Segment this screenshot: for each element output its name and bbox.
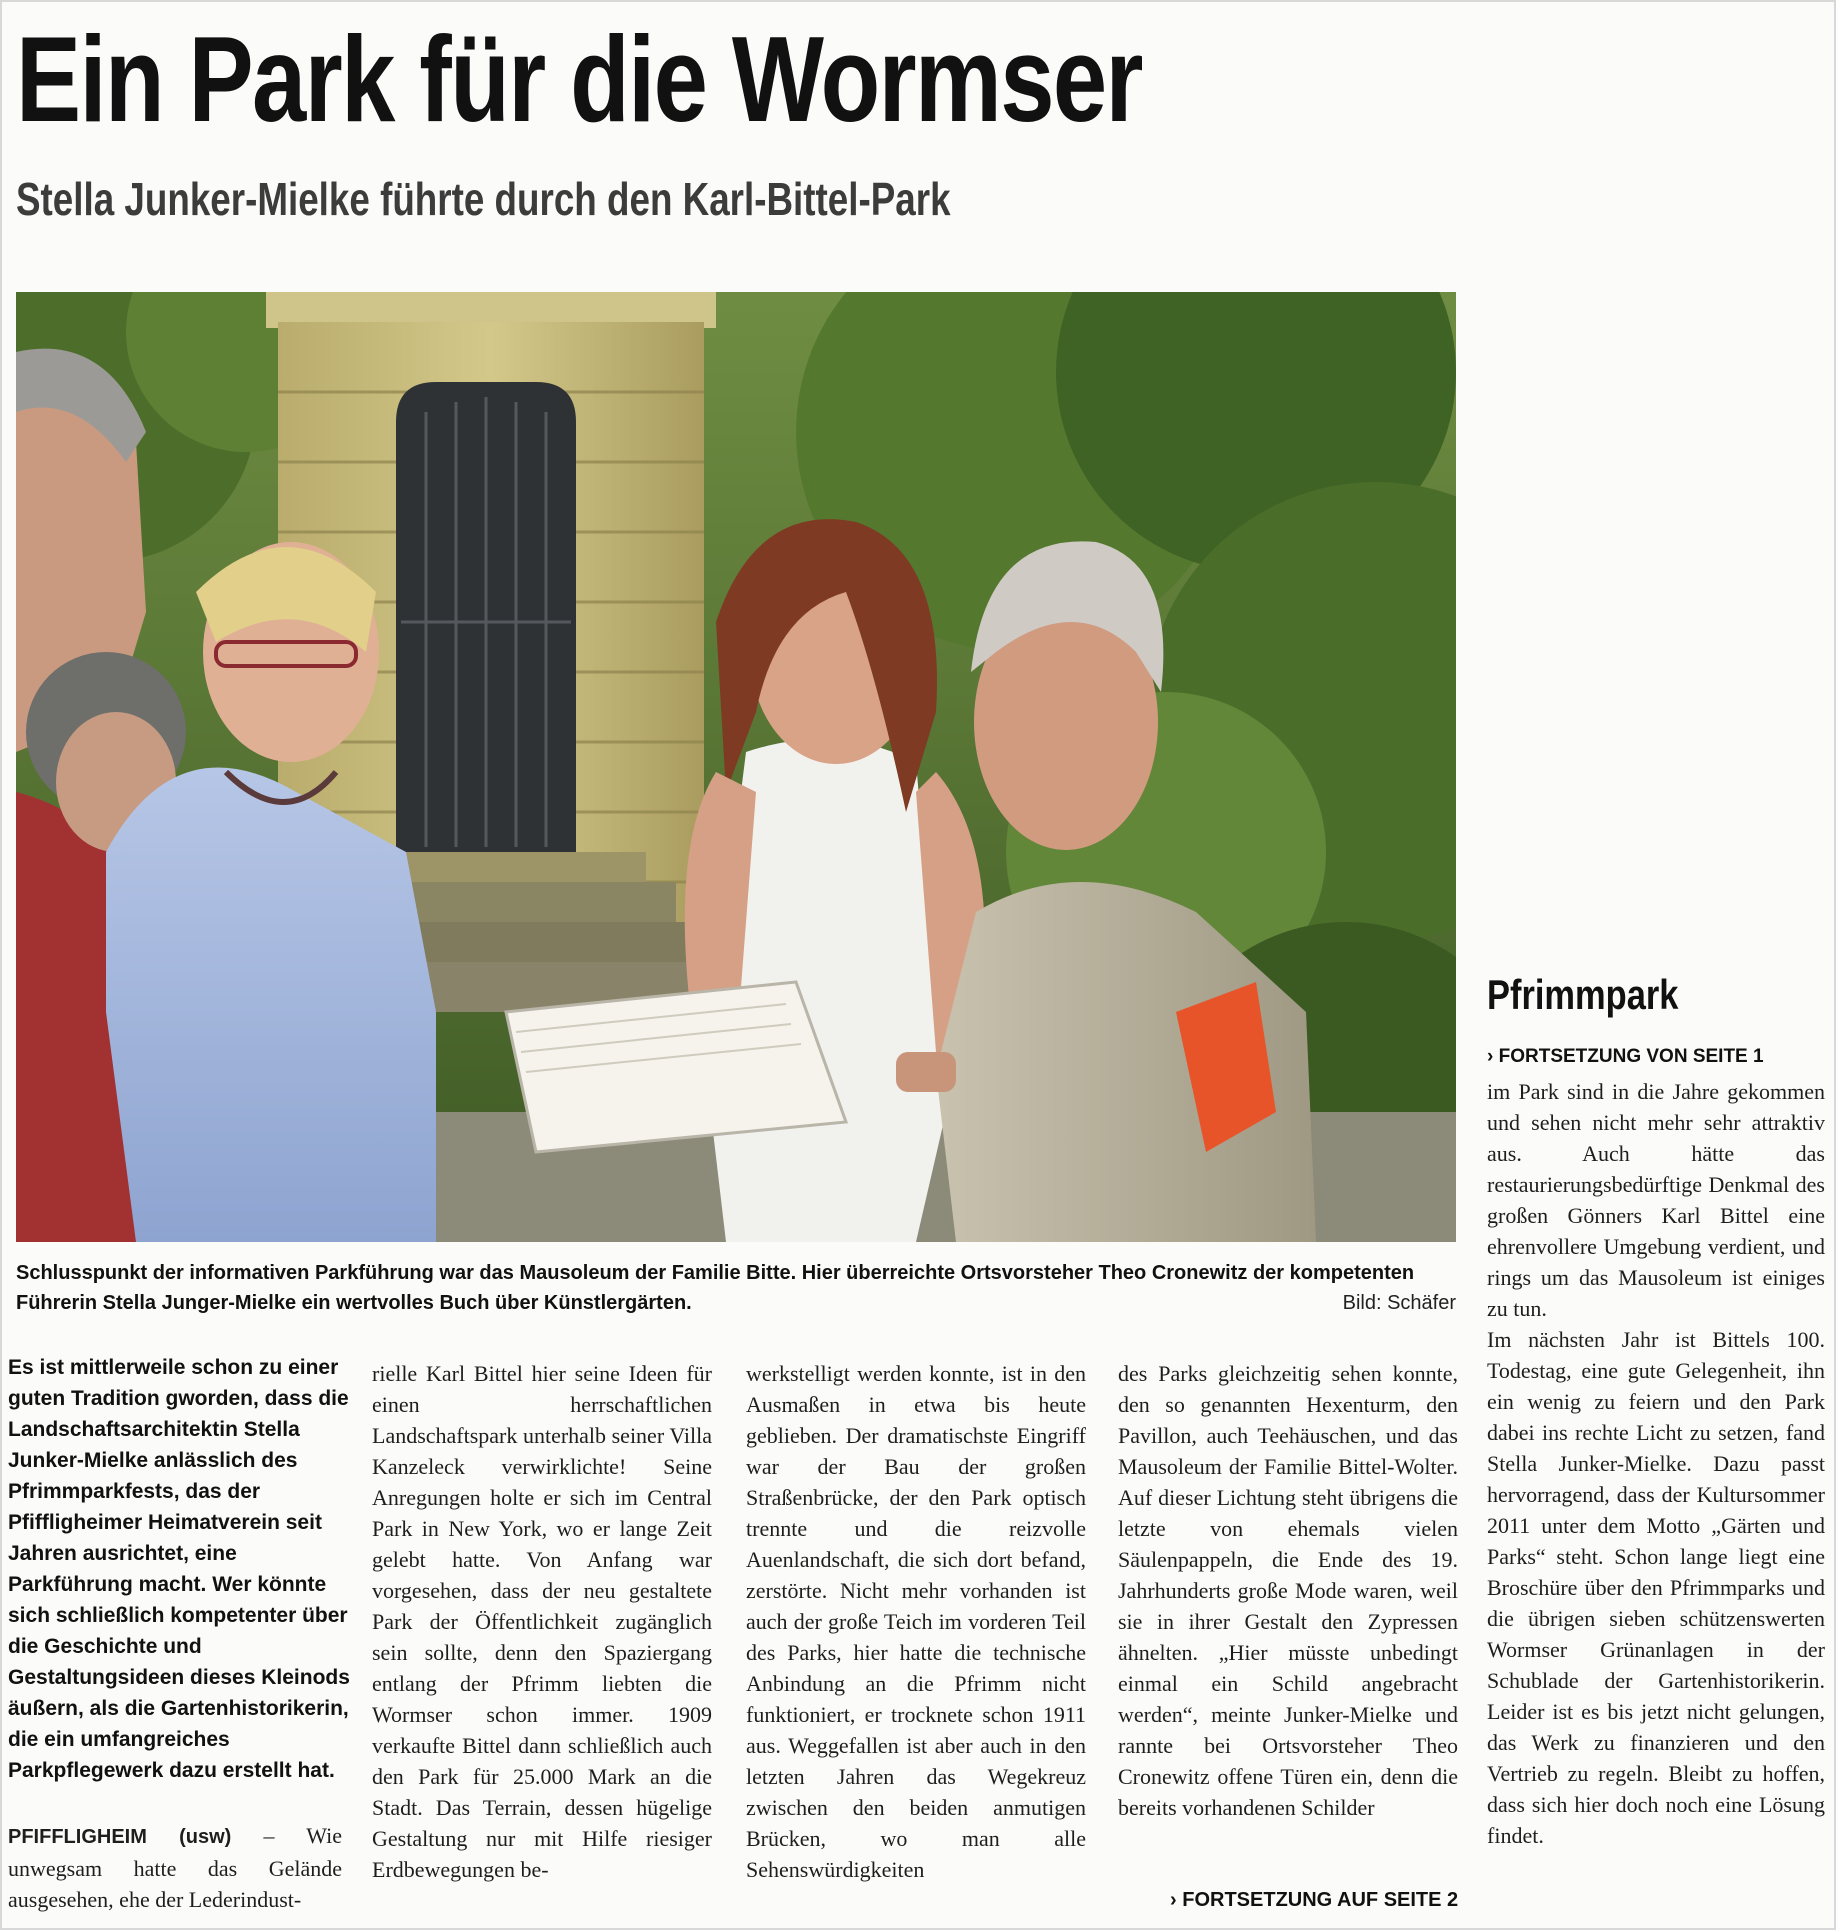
- photo-caption: [16, 1258, 1456, 1318]
- article-lead: Es ist mittlerweile schon zu einer guten Tradition gworden, dass die Landschaftsarchitektin Stella Junker-Mielke anlässlich des Pfrimmparkfests, das der Pfiffligheimer Heimatverein seit Jahren ausrichtet, eine Parkführung macht. Wer könnte sich schließlich kompetenter über die Geschichte und Gestaltungsideen dieses Kleinods äußern, als die Gartenhistorikerin, die ein umfangreiches Parkpflegewerk dazu erstellt hat.: [8, 1356, 350, 1782]
- sidebar-title: Pfrimmpark: [1487, 971, 1679, 1018]
- body-column-1: [8, 1820, 342, 1920]
- chevron-right-icon: ›: [1170, 1889, 1177, 1911]
- continued-on-label: FORTSETZUNG AUF SEITE 2: [1182, 1889, 1459, 1911]
- sidebar-body: [1487, 1076, 1825, 1924]
- chevron-right-icon: ›: [1487, 1046, 1494, 1067]
- photo-credit: Bild: Schäfer: [1342, 1292, 1456, 1314]
- continued-from-label: FORTSETZUNG VON SEITE 1: [1498, 1046, 1764, 1067]
- article-photo: [16, 292, 1456, 1242]
- dateline: PFIFFLIGHEIM (usw): [8, 1826, 232, 1848]
- sidebar-paragraph-1: im Park sind in die Jahre gekommen und sehen nicht mehr sehr attraktiv aus. Auch hätte das restaurierungsbedürftige Denkmal des großen Gönners Karl Bittel eine ehrenvollere Umgebung verdient, und rings um das Mausoleum ist einiges zu tun.: [1487, 1079, 1825, 1321]
- sidebar-paragraph-2: Im nächsten Jahr ist Bittels 100. Todestag, eine gute Gelegenheit, ihn ein wenig zu feiern und den Park dabei ins rechte Licht zu setzen, fand Stella Junker-Mielke. Dazu passt hervorragend, dass der Kultursommer 2011 unter dem Motto „Gärten und Parks“ steht. Schon lange liegt eine Broschüre über den Pfrimmparks und die übrigen sieben schützenswerten Wormser Grünanlagen in der Schublade der Gartenhistorikerin. Leider ist es bis jetzt nicht gelungen, das Werk zu finanzieren und den Vertrieb zu regeln. Bleibt zu hoffen, dass sich hier doch noch eine Lösung findet.: [1487, 1327, 1825, 1848]
- body-column-3: werkstelligt werden konnte, ist in den Ausmaßen in etwa bis heute geblieben. Der dramatischste Eingriff war der Bau der großen Straßenbrücke, der den Park optisch trennte und die reizvolle Auenlandschaft, die sich dort befand, zerstörte. Nicht mehr vorhanden ist auch der große Teich im vorderen Teil des Parks, hier hatte die technische Anbindung an die Pfrimm nicht funktioniert, er trocknete schon 1911 aus. Weggefallen ist aber auch in den letzten Jahren das Wegekreuz zwischen den beiden anmutigen Brücken, wo man alle Sehenswürdigkeiten: [746, 1361, 1086, 1882]
- continued-from-note: [1487, 1046, 1764, 1068]
- caption-text: Schlusspunkt der informativen Parkführung war das Mausoleum der Familie Bitte. Hier überreichte Ortsvorsteher Theo Cronewitz der kompetenten Führerin Stella Junger-Mielke ein wertvolles Buch über Künstlergärten.: [16, 1262, 1415, 1314]
- body-column-1-text: – Wie unwegsam hatte das Gelände ausgesehen, ehe der Lederindust-: [8, 1823, 342, 1912]
- headline: Ein Park für die Wormser: [16, 11, 1142, 147]
- subheadline: Stella Junker-Mielke führte durch den Karl-Bittel-Park: [16, 173, 951, 225]
- continued-on-note: [1170, 1889, 1458, 1912]
- body-column-2: rielle Karl Bittel hier seine Ideen für einen herrschaftlichen Landschaftspark unterhalb seiner Villa Kanzeleck verwirklichte! Seine Anregungen holte er sich im Central Park in New York, wo er lange Zeit gelebt hatte. Von Anfang war vorgesehen, dass der neu gestaltete Park der Öffentlichkeit zugänglich sein sollte, denn den Spaziergang entlang der Pfrimm liebten die Wormser schon immer. 1909 verkaufte Bittel dann schließlich auch den Park für 25.000 Mark an die Stadt. Das Terrain, dessen hügelige Gestaltung nur mit Hilfe riesiger Erdbewegungen be-: [372, 1361, 712, 1882]
- body-column-4: des Parks gleichzeitig sehen konnte, den so genannten Hexenturm, den Pavillon, auch Teehäuschen, und das Mausoleum der Familie Bittel-Wolter. Auf dieser Lichtung steht übrigens die letzte von ehemals vielen Säulenpappeln, die Ende des 19. Jahrhunderts große Mode waren, weil sie in ihrer Gestalt den Zypressen ähnelten. „Hier müsste unbedingt einmal ein Schild angebracht werden“, meinte Junker-Mielke und rannte bei Ortsvorsteher Theo Cronewitz offene Türen ein, denn die bereits vorhandenen Schilder: [1118, 1361, 1458, 1820]
